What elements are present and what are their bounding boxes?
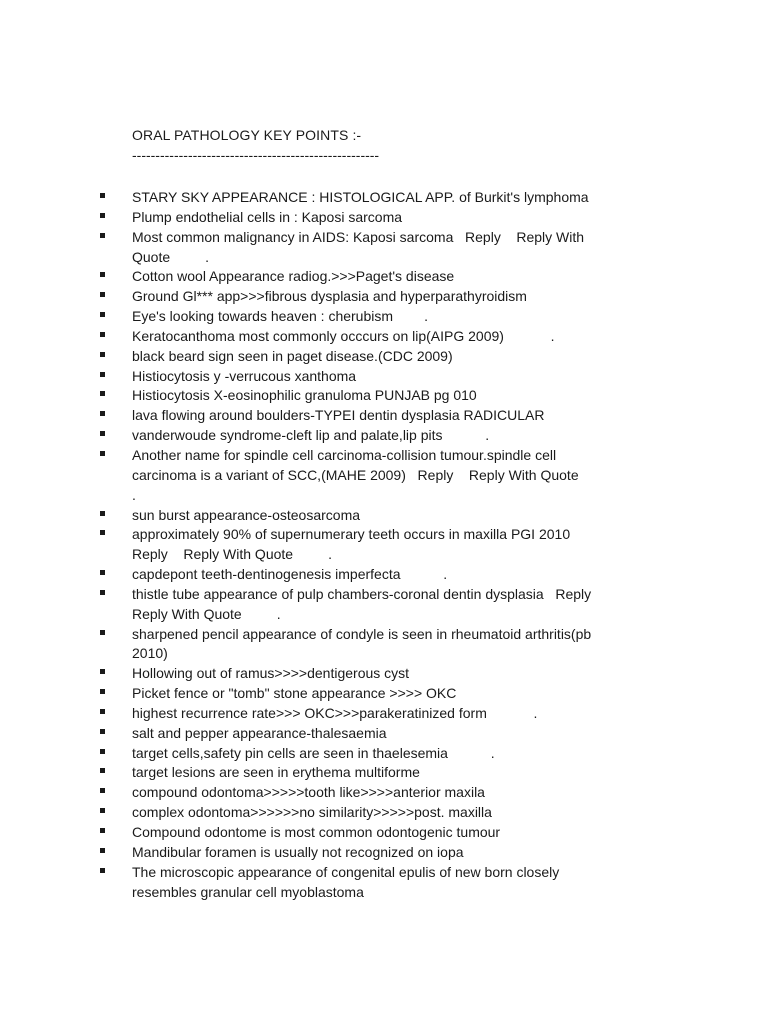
square-bullet-icon [100, 848, 105, 853]
list-item [0, 565, 768, 585]
list-item-text: Plump endothelial cells in : Kaposi sarcoma [132, 208, 403, 225]
list-item [0, 307, 768, 327]
list-item-text: target lesions are seen in erythema multiforme [132, 764, 420, 781]
list-item [0, 783, 768, 803]
list-item [0, 446, 768, 506]
document-title: ORAL PATHOLOGY KEY POINTS :- [132, 127, 362, 143]
square-bullet-icon [100, 312, 105, 317]
square-bullet-icon [100, 689, 105, 694]
list-item [0, 327, 768, 347]
list-item-text: vanderwoude syndrome-cleft lip and palate,lip pits . [132, 427, 490, 444]
list-item-text: Most common malignancy in AIDS: Kaposi sarcoma Reply Reply With Quote . [132, 228, 585, 265]
list-item [0, 406, 768, 426]
list-item-text: Keratocanthoma most commonly occcurs on lip(AIPG 2009) . [132, 327, 555, 344]
list-item [0, 724, 768, 744]
square-bullet-icon [100, 828, 105, 833]
list-item [0, 367, 768, 387]
list-item-text: target cells,safety pin cells are seen in thaelesemia . [132, 744, 495, 761]
list-item [0, 763, 768, 783]
square-bullet-icon [100, 749, 105, 754]
list-item-text: complex odontoma>>>>>>no similarity>>>>>post. maxilla [132, 804, 492, 821]
list-item [0, 664, 768, 684]
list-item [0, 188, 768, 208]
square-bullet-icon [100, 332, 105, 337]
square-bullet-icon [100, 709, 105, 714]
square-bullet-icon [100, 391, 105, 396]
square-bullet-icon [100, 570, 105, 575]
list-item-text: Compound odontome is most common odontogenic tumour [132, 824, 501, 840]
list-item [0, 386, 768, 406]
square-bullet-icon [100, 213, 105, 218]
square-bullet-icon [100, 411, 105, 416]
list-item [0, 704, 768, 724]
list-item-text: highest recurrence rate>>> OKC>>>parakeratinized form . [132, 704, 538, 721]
square-bullet-icon [100, 352, 105, 357]
list-item [0, 843, 768, 863]
square-bullet-icon [100, 530, 105, 535]
list-item-text: approximately 90% of supernumerary teeth occurs in maxilla PGI 2010 Reply Reply With Quote . [132, 526, 571, 563]
square-bullet-icon [100, 590, 105, 595]
square-bullet-icon [100, 868, 105, 873]
list-item [0, 823, 768, 843]
square-bullet-icon [100, 233, 105, 238]
list-item [0, 525, 768, 565]
list-item-text: thistle tube appearance of pulp chambers-coronal dentin dysplasia Reply Reply With Quote . [132, 585, 592, 622]
list-item-text: sun burst appearance-osteosarcoma [132, 506, 361, 523]
list-item-text: lava flowing around boulders-TYPEI dentin dysplasia RADICULAR [132, 407, 545, 424]
list-item [0, 426, 768, 446]
square-bullet-icon [100, 451, 105, 456]
square-bullet-icon [100, 768, 105, 773]
list-item-text: black beard sign seen in paget disease.(CDC 2009) [132, 347, 453, 364]
list-item [0, 228, 768, 268]
list-item-text: Mandibular foramen is usually not recognized on iopa [132, 843, 464, 860]
list-item-text: Cotton wool Appearance radiog.>>>Paget's disease [132, 268, 455, 285]
square-bullet-icon [100, 511, 105, 516]
list-item-text: Eye's looking towards heaven : cherubism . [132, 308, 429, 325]
square-bullet-icon [100, 729, 105, 734]
list-item-text: Ground Gl*** app>>>fibrous dysplasia and hyperparathyroidism [132, 288, 527, 305]
list-item-text: compound odontoma>>>>>tooth like>>>>anterior maxila [132, 784, 485, 801]
square-bullet-icon [100, 788, 105, 793]
list-item-text: Histiocytosis X-eosinophilic granuloma PUNJAB pg 010 [132, 387, 477, 404]
list-item [0, 347, 768, 367]
list-item [0, 267, 768, 287]
list-item [0, 744, 768, 764]
list-item [0, 208, 768, 228]
list-item-text: Another name for spindle cell carcinoma-collision tumour.spindle cell carcinoma is a variant of SCC,(MAHE 2009) Reply Reply With Quote . [132, 446, 579, 503]
title-underline-rule: ----------------------------------------------------- [132, 147, 380, 163]
list-item-text: Histiocytosis y -verrucous xanthoma [132, 367, 357, 384]
list-item [0, 506, 768, 526]
list-item-text: The microscopic appearance of congenital epulis of new born closely resembles granular cell myoblastoma [132, 863, 560, 900]
key-points-list [0, 188, 768, 902]
list-item-text: STARY SKY APPEARANCE : HISTOLOGICAL APP. of Burkit's lymphoma [132, 189, 589, 205]
square-bullet-icon [100, 272, 105, 277]
list-item [0, 287, 768, 307]
list-item-text: sharpened pencil appearance of condyle is seen in rheumatoid arthritis(pb 2010) [132, 625, 592, 662]
list-item [0, 863, 768, 903]
square-bullet-icon [100, 431, 105, 436]
square-bullet-icon [100, 292, 105, 297]
square-bullet-icon [100, 669, 105, 674]
list-item-text: Picket fence or "tomb" stone appearance >>>> OKC [132, 685, 457, 702]
square-bullet-icon [100, 193, 105, 198]
square-bullet-icon [100, 630, 105, 635]
list-item [0, 625, 768, 665]
list-item [0, 803, 768, 823]
list-item-text: Hollowing out of ramus>>>>dentigerous cyst [132, 665, 410, 682]
square-bullet-icon [100, 808, 105, 813]
square-bullet-icon [100, 372, 105, 377]
list-item-text: salt and pepper appearance-thalesaemia [132, 724, 387, 741]
list-item-text: capdepont teeth-dentinogenesis imperfecta . [132, 566, 448, 583]
list-item [0, 684, 768, 704]
list-item [0, 585, 768, 625]
